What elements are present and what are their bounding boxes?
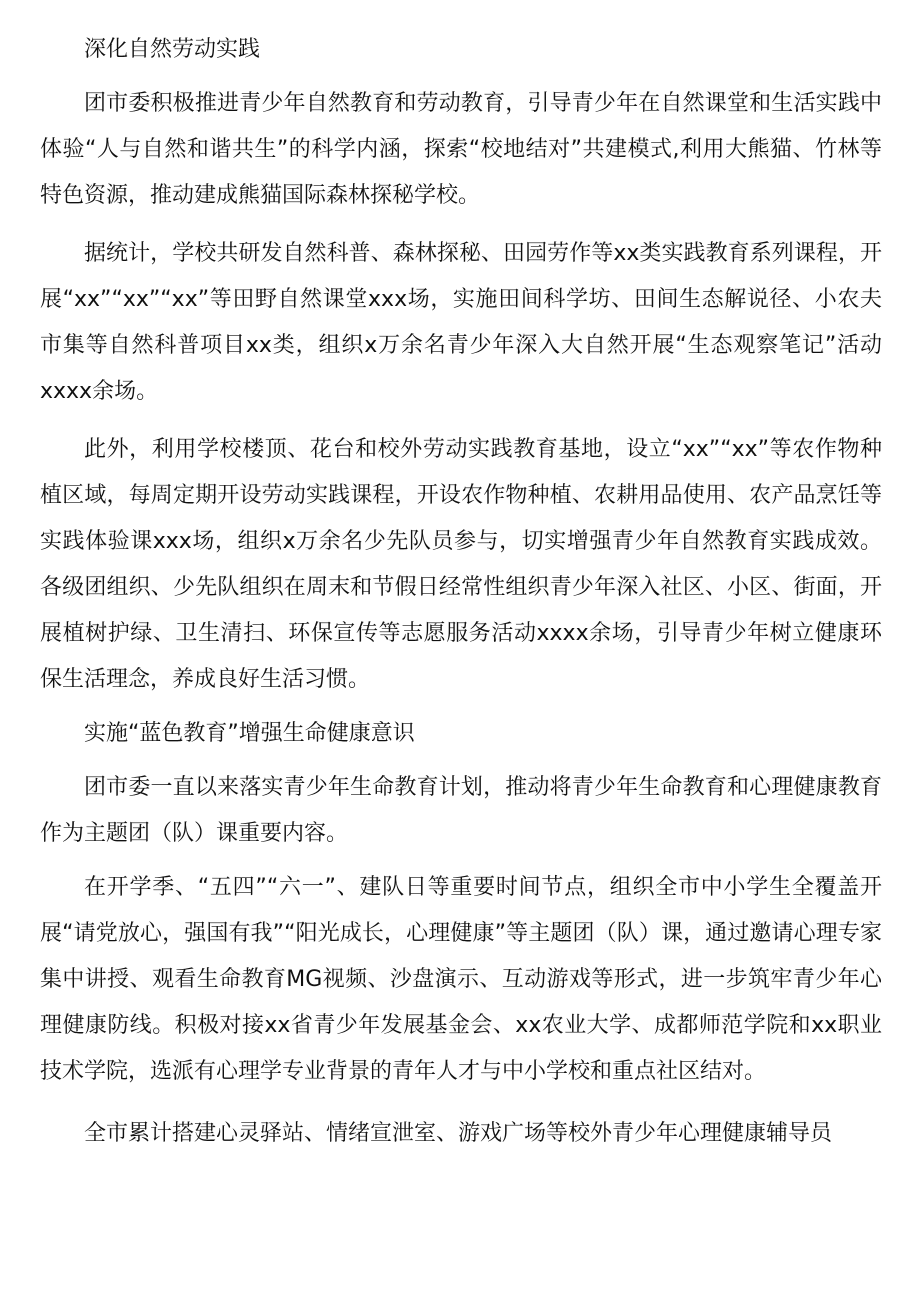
section-heading-blue-education: 实施“蓝色教育”增强生命健康意识 bbox=[84, 721, 415, 746]
document-body bbox=[40, 27, 882, 1157]
paragraph-intro-nature-labor: 团市委积极推进青少年自然教育和劳动教育，引导青少年在自然课堂和生活实践中体验“人与自然和谐共生”的科学内涵，探索“校地结对”共建模式,利用大熊猫、竹林等特色资源，推动建成熊猫国际森林探秘学校。 bbox=[40, 91, 882, 208]
paragraph-theme-lessons: 在开学季、“五四”“六一”、建队日等重要时间节点，组织全市中小学生全覆盖开展“请党放心，强国有我”“阳光成长，心理健康”等主题团（队）课，通过邀请心理专家集中讲授、观看生命教育MG视频、沙盘演示、互动游戏等形式，进一步筑牢青少年心理健康防线。积极对接xx省青少年发展基金会、xx农业大学、成都师范学院和xx职业技术学院，选派有心理学专业背景的青年人才与中小学校和重点社区结对。 bbox=[40, 875, 882, 1084]
paragraph-labor-practice: 此外，利用学校楼顶、花台和校外劳动实践教育基地，设立“xx”“xx”等农作物种植区域，每周定期开设劳动实践课程，开设农作物种植、农耕用品使用、农产品烹饪等实践体验课xxx场，组织x万余名少先队员参与，切实增强青少年自然教育实践成效。各级团组织、少先队组织在周末和节假日经常性组织青少年深入社区、小区、街面，开展植树护绿、卫生清扫、环保宣传等志愿服务活动xxxx余场，引导青少年树立健康环保生活理念，养成良好生活习惯。 bbox=[40, 437, 882, 692]
section-heading-nature-labor: 深化自然劳动实践 bbox=[84, 37, 261, 62]
paragraph-counseling-stations: 全市累计搭建心灵驿站、情绪宣泄室、游戏广场等校外青少年心理健康辅导员 bbox=[84, 1121, 833, 1146]
paragraph-life-education-plan: 团市委一直以来落实青少年生命教育计划，推动将青少年生命教育和心理健康教育作为主题团（队）课重要内容。 bbox=[40, 775, 882, 846]
paragraph-statistics-courses: 据统计，学校共研发自然科普、森林探秘、田园劳作等xx类实践教育系列课程，开展“xx”“xx”“xx”等田野自然课堂xxx场，实施田间科学坊、田间生态解说径、小农夫市集等自然科普项目xx类，组织x万余名青少年深入大自然开展“生态观察笔记”活动xxxx余场。 bbox=[40, 241, 882, 404]
